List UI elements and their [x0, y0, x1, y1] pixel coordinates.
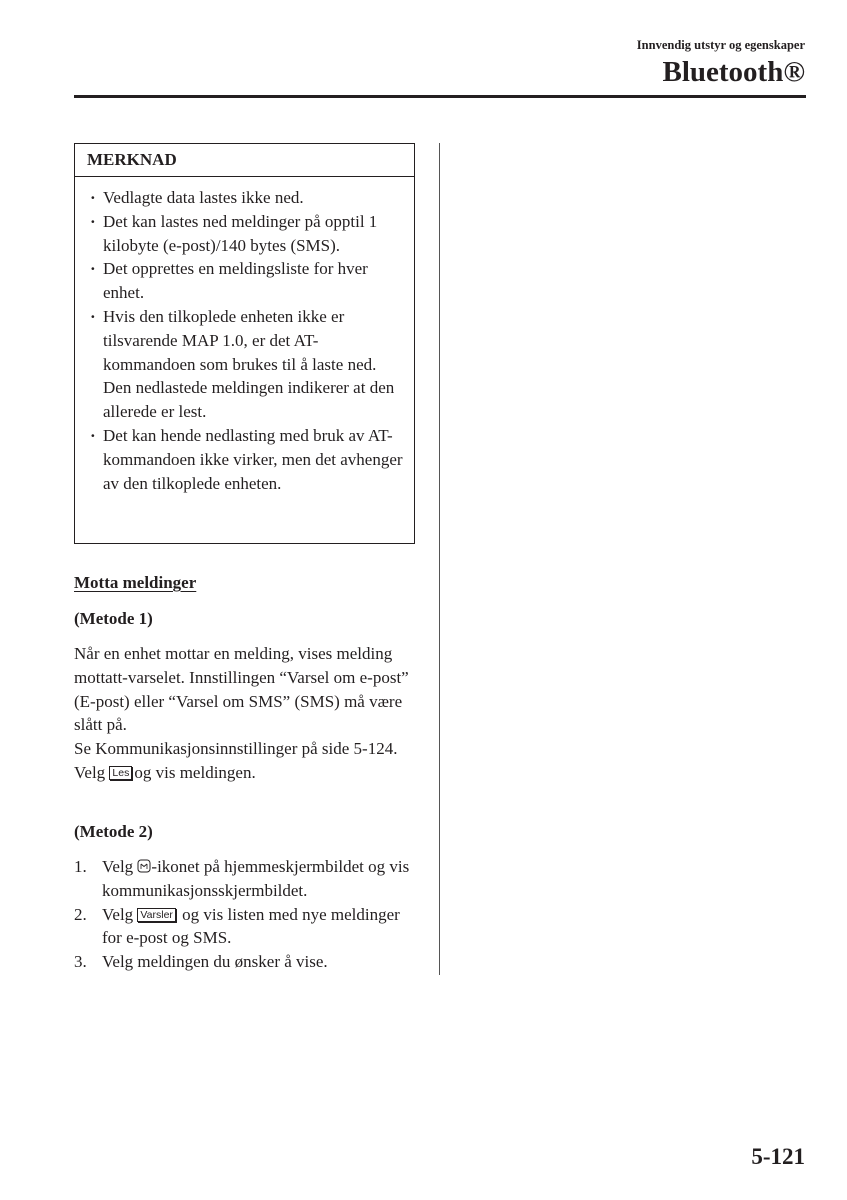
read-suffix: og vis meldingen. — [134, 762, 256, 782]
step-suffix: -ikonet på hjemmeskjermbildet og vis kommunikasjonsskjermbildet. — [102, 857, 410, 900]
note-item: · Hvis den tilkoplede enheten ikke er tilsvarende MAP 1.0, er det AT-kommandoen som brukes til å laste ned. Den nedlastede meldingen indikerer at den allerede er lest. — [75, 305, 414, 424]
step-prefix: Velg — [102, 904, 134, 924]
step-suffix: og vis listen med nye meldinger for e-post og SMS. — [102, 904, 400, 948]
section-title: Motta meldinger — [74, 573, 197, 592]
method1-paragraph: Når en enhet mottar en melding, vises melding mottatt-varselet. Innstillingen “Varsel om e-post” (E-post) eller “Varsel om SMS” (SMS) må være slått på. — [74, 644, 409, 735]
method2-steps — [74, 855, 414, 974]
section-subtitle: Innvendig utstyr og egenskaper — [636, 38, 805, 52]
read-prefix: Velg — [74, 762, 106, 782]
note-item: · Det opprettes en meldingsliste for hver enhet. — [75, 257, 414, 305]
page-number: 5-121 — [751, 1144, 805, 1169]
section-title-wrap — [74, 571, 414, 595]
step-text: Velg meldingen du ønsker å vise. — [102, 952, 328, 972]
method1-read-line — [74, 761, 414, 785]
step-item — [74, 903, 414, 951]
note-item: · Vedlagte data lastes ikke ned. — [75, 186, 414, 210]
step-item — [74, 950, 414, 974]
method1-body — [74, 642, 414, 785]
page-title: Bluetooth® — [662, 56, 805, 88]
column-divider — [439, 143, 440, 975]
method2-body — [74, 855, 414, 974]
step-number: 3. — [74, 952, 87, 972]
step-number: 2. — [74, 904, 87, 924]
note-heading: MERKNAD — [75, 144, 414, 177]
method2-heading: (Metode 2) — [74, 822, 153, 841]
step-number: 1. — [74, 857, 87, 876]
varsler-button: Varsler — [137, 908, 175, 922]
note-item: · Det kan hende nedlasting med bruk av AT-kommandoen ikke virker, men det avhenger av den tilkoplede enheten. — [75, 424, 414, 495]
les-button: Les — [109, 766, 132, 780]
method1-see-also: Se Kommunikasjonsinnstillinger på side 5-124. — [74, 739, 398, 759]
step-prefix: Velg — [102, 857, 134, 876]
note-box — [74, 143, 415, 544]
note-item: · Det kan lastes ned meldinger på opptil 1 kilobyte (e-post)/140 bytes (SMS). — [75, 210, 414, 258]
message-icon — [137, 859, 151, 873]
step-item — [74, 855, 414, 903]
header-rule — [74, 95, 806, 98]
note-list — [75, 177, 414, 495]
method1-heading: (Metode 1) — [74, 609, 153, 628]
